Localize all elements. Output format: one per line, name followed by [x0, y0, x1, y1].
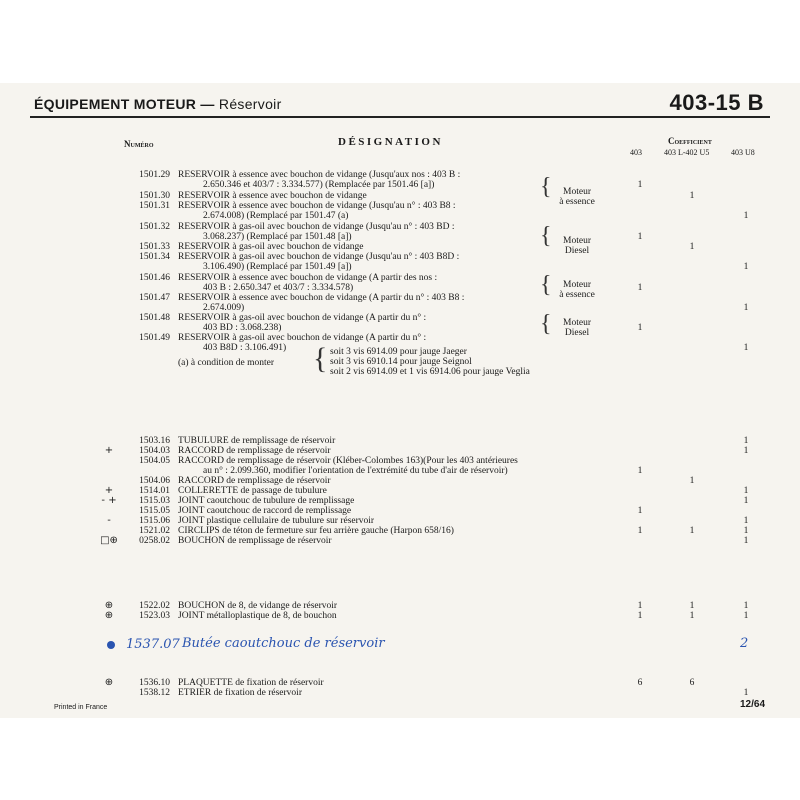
coef-403u8: 1 — [743, 516, 749, 526]
table-row — [0, 252, 800, 262]
part-designation: 2.650.346 et 403/7 : 3.334.577) (Remplacée par 1501.46 [a]) — [203, 180, 435, 190]
table-row — [0, 601, 800, 611]
handwritten-dot — [107, 641, 115, 649]
part-designation: RESERVOIR à essence avec bouchon de vidange (A partir des nos : — [178, 273, 438, 283]
part-number: 1501.49 — [139, 333, 170, 343]
part-number: 1503.16 — [139, 436, 170, 446]
part-designation: JOINT métalloplastique de 8, de bouchon — [178, 611, 337, 621]
part-designation: RESERVOIR à essence avec bouchon de vidange (Jusqu'aux nos : 403 B : — [178, 170, 461, 180]
part-number: 1504.06 — [139, 476, 170, 486]
part-symbol: - — [107, 515, 111, 526]
coef-403u8: 1 — [743, 211, 749, 221]
table-row — [0, 303, 800, 313]
part-number: 1515.03 — [139, 496, 170, 506]
table-row — [0, 283, 800, 293]
coef-403u8: 1 — [743, 611, 749, 621]
part-number: 1501.30 — [139, 191, 170, 201]
group-label: Moteur Diesel — [563, 318, 591, 338]
part-number: 1504.03 — [139, 446, 170, 456]
part-number: 1501.32 — [139, 222, 170, 232]
table-row — [0, 466, 800, 476]
coef-403u8: 1 — [743, 436, 749, 446]
part-symbol: + — [104, 445, 114, 456]
table-row — [0, 242, 800, 252]
coef-403: 1 — [637, 466, 643, 476]
part-symbol: ⊕ — [104, 610, 114, 621]
table-row — [0, 436, 800, 446]
coef-403l: 1 — [689, 526, 695, 536]
part-number: 1501.33 — [139, 242, 170, 252]
part-number: 1538.12 — [139, 688, 170, 698]
part-designation: RESERVOIR à essence avec bouchon de vidange — [178, 191, 367, 201]
coef-403l: 1 — [689, 191, 695, 201]
part-designation: 403 BD : 3.068.238) — [203, 323, 282, 333]
part-number: 1501.46 — [139, 273, 170, 283]
part-number: 0258.02 — [139, 536, 170, 546]
coef-403l: 1 — [689, 242, 695, 252]
table-row — [0, 456, 800, 466]
column-header-403u8: 403 U8 — [731, 148, 755, 157]
part-number: 1514.01 — [139, 486, 170, 496]
coef-403u8: 1 — [743, 496, 749, 506]
table-row — [0, 180, 800, 190]
coef-403: 1 — [637, 526, 643, 536]
table-row — [0, 486, 800, 496]
part-designation: RESERVOIR à essence avec bouchon de vidange (Jusqu'au n° : 403 B8 : — [178, 201, 456, 211]
coef-403u8: 1 — [743, 343, 749, 353]
column-header-numero: Numéro — [124, 139, 154, 149]
page-number: 12/64 — [740, 699, 766, 710]
part-designation: JOINT caoutchouc de tubulure de remplissage — [178, 496, 355, 506]
part-designation: RESERVOIR à gas-oil avec bouchon de vidange (Jusqu'au n° : 403 B8D : — [178, 252, 460, 262]
table-row — [0, 232, 800, 242]
part-designation: 3.068.237) (Remplacé par 1501.48 [a]) — [203, 232, 352, 242]
part-number: 1501.48 — [139, 313, 170, 323]
part-designation: 2.674.009) — [203, 303, 245, 313]
coef-403u8: 1 — [743, 688, 749, 698]
coef-403: 1 — [637, 180, 643, 190]
table-row — [0, 526, 800, 536]
part-designation: RACCORD de remplissage de réservoir — [178, 476, 331, 486]
group-brace: { — [540, 223, 552, 249]
column-header-coefficient: Coefficient — [668, 136, 712, 146]
part-designation: RESERVOIR à essence avec bouchon de vidange (A partir du n° : 403 B8 : — [178, 293, 465, 303]
coef-403u8: 1 — [743, 536, 749, 546]
part-designation: RESERVOIR à gas-oil avec bouchon de vidange (A partir du n° : — [178, 333, 427, 343]
table-row — [0, 476, 800, 486]
part-designation: PLAQUETTE de fixation de réservoir — [178, 678, 324, 688]
part-designation: RESERVOIR à gas-oil avec bouchon de vidange (Jusqu'au n° : 403 BD : — [178, 222, 455, 232]
table-row — [0, 536, 800, 546]
part-designation: BOUCHON de remplissage de réservoir — [178, 536, 332, 546]
coef-403: 1 — [637, 283, 643, 293]
footnote-line: soit 2 vis 6914.09 et 1 vis 6914.06 pour jauge Veglia — [330, 367, 530, 377]
model-code: 403-15 B — [669, 90, 764, 115]
coef-403: 1 — [637, 232, 643, 242]
part-symbol: - + — [101, 495, 117, 506]
part-number: 1515.05 — [139, 506, 170, 516]
column-header-designation: DÉSIGNATION — [338, 136, 443, 148]
printed-in-france: Printed in France — [54, 704, 108, 711]
part-designation: BOUCHON de 8, de vidange de réservoir — [178, 601, 338, 611]
table-row — [0, 222, 800, 232]
header-rule — [30, 116, 770, 118]
coef-403l: 1 — [689, 601, 695, 611]
coef-403u8: 1 — [743, 486, 749, 496]
part-designation: COLLERETTE de passage de tubulure — [178, 486, 327, 496]
table-row — [0, 516, 800, 526]
handwritten-quantity: 2 — [740, 636, 749, 651]
coef-403l: 1 — [689, 476, 695, 486]
part-number: 1501.29 — [139, 170, 170, 180]
part-number: 1501.47 — [139, 293, 170, 303]
coef-403: 6 — [637, 678, 643, 688]
page-title: ÉQUIPEMENT MOTEUR — Réservoir — [34, 96, 282, 112]
coef-403u8: 1 — [743, 262, 749, 272]
part-designation: CIRCLIPS de téton de fermeture sur feu arrière gauche (Harpon 658/16) — [178, 526, 454, 536]
part-designation: RACCORD de remplissage de réservoir (Kléber-Colombes 163)(Pour les 403 antérieures — [178, 456, 518, 466]
table-row — [0, 313, 800, 323]
table-row — [0, 688, 800, 698]
coef-403: 1 — [637, 611, 643, 621]
table-row — [0, 678, 800, 688]
part-number: 1504.05 — [139, 456, 170, 466]
handwritten-part-number: 1537.07 — [126, 637, 180, 652]
coef-403l: 6 — [689, 678, 695, 688]
part-designation: RESERVOIR à gas-oil avec bouchon de vidange — [178, 242, 364, 252]
handwritten-designation: Butée caoutchouc de réservoir — [182, 636, 385, 651]
part-number: 1521.02 — [139, 526, 170, 536]
part-symbol: ⊕ — [104, 600, 114, 611]
part-designation: JOINT plastique cellulaire de tubulure sur réservoir — [178, 516, 375, 526]
part-symbol: □⊕ — [100, 535, 118, 546]
page-subtitle: Réservoir — [218, 96, 282, 112]
table-row — [0, 506, 800, 516]
coef-403u8: 1 — [743, 446, 749, 456]
coef-403u8: 1 — [743, 601, 749, 611]
part-designation: JOINT caoutchouc de raccord de remplissage — [178, 506, 352, 516]
coef-403l: 1 — [689, 611, 695, 621]
group-label: Moteur à essence — [559, 187, 595, 207]
table-row — [0, 496, 800, 506]
coef-403: 1 — [637, 506, 643, 516]
footnote-line: soit 3 vis 6914.09 pour jauge Jaeger — [330, 347, 467, 357]
table-row — [0, 293, 800, 303]
footnote-label: (a) à condition de monter — [178, 358, 275, 368]
table-row — [0, 191, 800, 201]
part-designation: au n° : 2.099.360, modifier l'orientation de l'extrémité du tube d'air de réservoir) — [203, 466, 508, 476]
coef-403: 1 — [637, 323, 643, 333]
table-row — [0, 201, 800, 211]
part-designation: 403 B : 2.650.347 et 403/7 : 3.334.578) — [203, 283, 354, 293]
group-label: Moteur Diesel — [563, 236, 591, 256]
footnote-brace: { — [313, 342, 328, 375]
coef-403: 1 — [637, 601, 643, 611]
part-designation: TUBULURE de remplissage de réservoir — [178, 436, 336, 446]
table-row — [0, 170, 800, 180]
part-symbol: + — [104, 485, 114, 496]
column-header-403: 403 — [630, 148, 642, 157]
table-row — [0, 611, 800, 621]
table-row — [0, 211, 800, 221]
part-number: 1501.34 — [139, 252, 170, 262]
part-designation: ETRIER de fixation de réservoir — [178, 688, 302, 698]
table-row — [0, 333, 800, 343]
group-brace: { — [540, 311, 552, 337]
table-row — [0, 273, 800, 283]
part-number: 1501.31 — [139, 201, 170, 211]
part-designation: 2.674.008) (Remplacé par 1501.47 (a) — [203, 211, 349, 221]
footnote-line: soit 3 vis 6910.14 pour jauge Seignol — [330, 357, 472, 367]
part-number: 1536.10 — [139, 678, 170, 688]
part-designation: RACCORD de remplissage de réservoir — [178, 446, 331, 456]
part-number: 1522.02 — [139, 601, 170, 611]
part-designation: 3.106.490) (Remplacé par 1501.49 [a]) — [203, 262, 352, 272]
table-row — [0, 323, 800, 333]
group-brace: { — [540, 272, 552, 298]
part-designation: RESERVOIR à gas-oil avec bouchon de vidange (A partir du n° : — [178, 313, 427, 323]
table-row — [0, 446, 800, 456]
coef-403u8: 1 — [743, 303, 749, 313]
group-brace: { — [540, 174, 552, 200]
column-header-403l: 403 L-402 U5 — [664, 148, 710, 157]
part-number: 1523.03 — [139, 611, 170, 621]
coef-403u8: 1 — [743, 526, 749, 536]
table-row — [0, 262, 800, 272]
group-label: Moteur à essence — [559, 280, 595, 300]
part-symbol: ⊕ — [104, 677, 114, 688]
part-designation: 403 B8D : 3.106.491) — [203, 343, 287, 353]
part-number: 1515.06 — [139, 516, 170, 526]
